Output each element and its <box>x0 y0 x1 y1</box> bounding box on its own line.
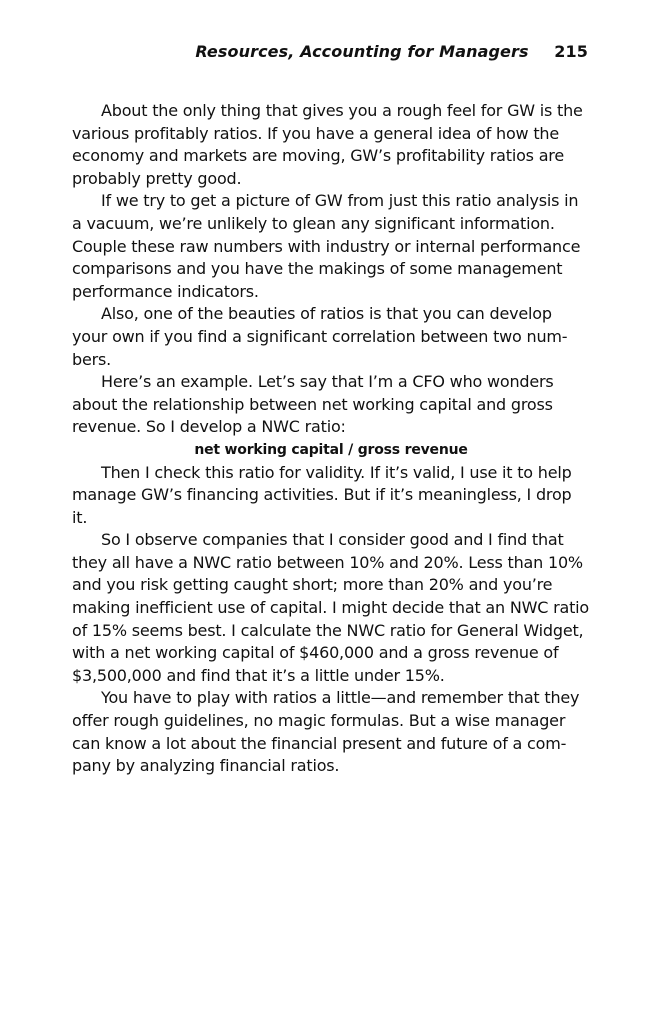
formula-nwc-ratio: net working capital / gross revenue <box>194 441 468 458</box>
running-head <box>195 42 588 61</box>
paragraph: So I observe companies that I consider good and I find that they all have a NWC ratio between 10% and 20%. Less than 10% and you risk getting caught short; more than 20% and you’re making inefficient use of capital. I might decide that an NWC ratio of 15% seems best. I calculate the NWC ratio for General Widget, with a net working capital of $460,000 and a gross revenue of $3,500,000 and find that it’s a little under 15%. <box>72 530 589 685</box>
paragraph: About the only thing that gives you a rough feel for GW is the various profitably ratios. If you have a general idea of how the economy and markets are moving, GW’s profitability ratios are probably pretty good. <box>72 101 583 188</box>
page-number: 215 <box>554 42 588 61</box>
paragraph: Also, one of the beauties of ratios is that you can develop your own if you find a significant correlation between two numbers. <box>72 304 568 369</box>
running-head-title: Resources, Accounting for Managers <box>195 42 529 61</box>
paragraph: You have to play with ratios a little—and remember that they offer rough guidelines, no magic formulas. But a wise manager can know a lot about the financial present and future of a company by analyzing financial ratios. <box>72 688 580 776</box>
paragraph: If we try to get a picture of GW from just this ratio analysis in a vacuum, we’re unlikely to glean any significant information. Couple these raw numbers with industry or internal performance comparisons and you have the makings of some management performance indicators. <box>72 191 581 301</box>
paragraph: Then I check this ratio for validity. If it’s valid, I use it to help manage GW’s financing activities. But if it’s meaningless, I drop it. <box>72 462 572 527</box>
paragraph: Here’s an example. Let’s say that I’m a CFO who wonders about the relationship between net working capital and gross revenue. So I develop a NWC ratio: <box>72 372 554 437</box>
body-text <box>72 100 590 778</box>
